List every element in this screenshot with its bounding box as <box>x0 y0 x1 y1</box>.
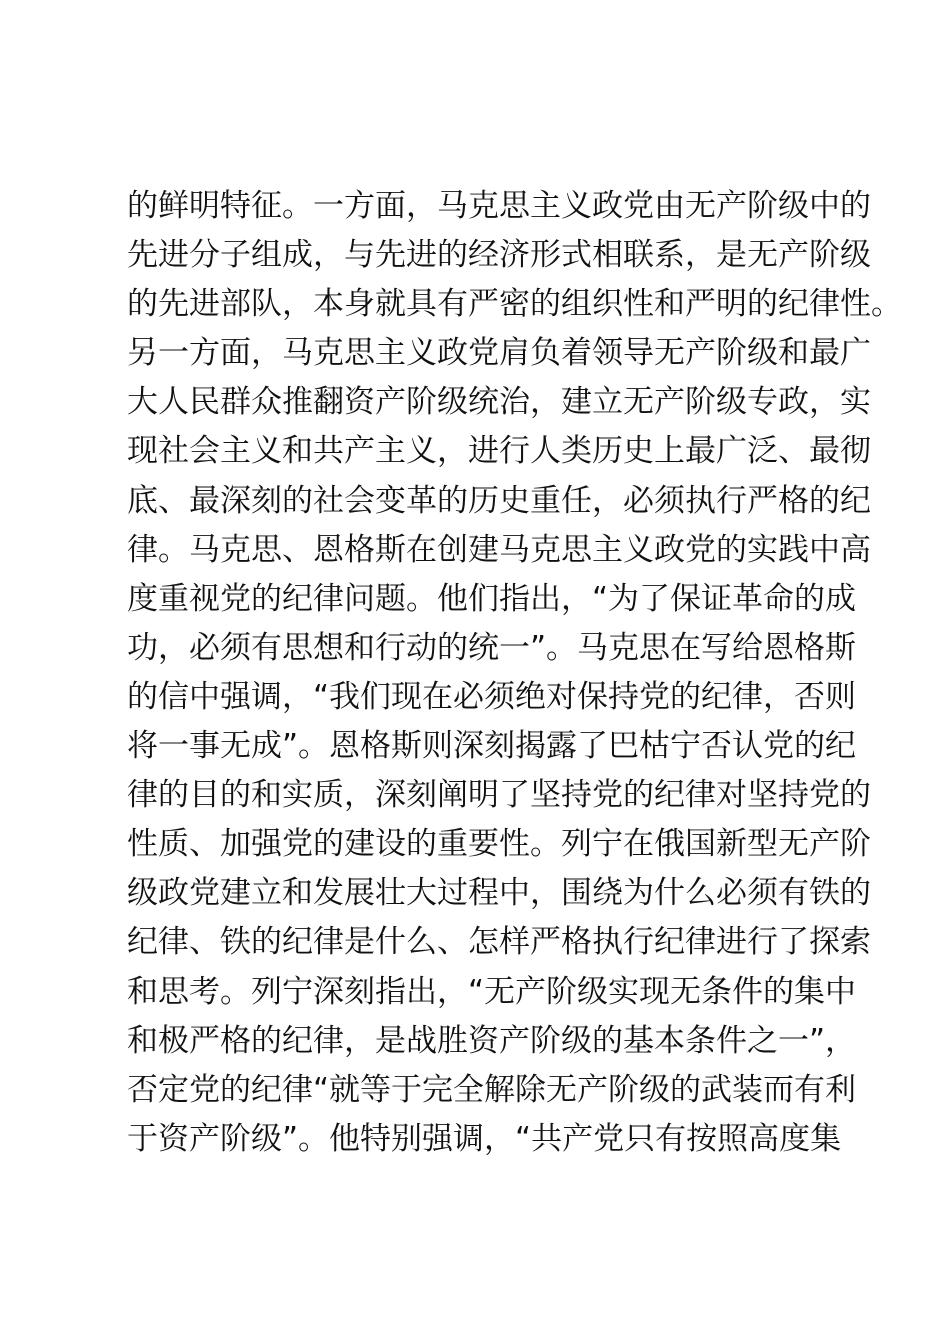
text-line: 和极严格的纪律，是战胜资产阶级的基本条件之一”， <box>127 1022 857 1059</box>
text-line: 先进分子组成，与先进的经济形式相联系，是无产阶级 <box>127 237 871 274</box>
text-line: 的鲜明特征。一方面，马克思主义政党由无产阶级中的 <box>127 188 871 224</box>
text-line: 另一方面，马克思主义政党肩负着领导无产阶级和最广 <box>127 335 871 372</box>
text-line: 度重视党的纪律问题。他们指出，“为了保证革命的成 <box>127 580 857 617</box>
text-line: 的先进部队，本身就具有严密的组织性和严明的纪律性。 <box>127 286 902 323</box>
text-line: 将一事无成”。恩格斯则深刻揭露了巴枯宁否认党的纪 <box>127 728 857 765</box>
text-line: 和思考。列宁深刻指出，“无产阶级实现无条件的集中 <box>127 973 857 1010</box>
text-line: 律的目的和实质，深刻阐明了坚持党的纪律对坚持党的 <box>127 777 871 814</box>
text-line: 大人民群众推翻资产阶级统治，建立无产阶级专政，实 <box>127 384 871 421</box>
text-line: 于资产阶级”。他特别强调，“共产党只有按照高度集 <box>127 1120 842 1157</box>
text-line: 底、最深刻的社会变革的历史重任，必须执行严格的纪 <box>127 482 871 519</box>
text-line: 级政党建立和发展壮大过程中，围绕为什么必须有铁的 <box>127 875 871 912</box>
text-line: 现社会主义和共产主义，进行人类历史上最广泛、最彻 <box>127 433 871 470</box>
text-line: 否定党的纪律“就等于完全解除无产阶级的武装而有利 <box>127 1071 857 1108</box>
text-line: 功，必须有思想和行动的统一”。马克思在写给恩格斯 <box>127 629 857 666</box>
text-line: 纪律、铁的纪律是什么、怎样严格执行纪律进行了探索 <box>127 924 871 961</box>
text-line: 的信中强调，“我们现在必须绝对保持党的纪律，否则 <box>127 678 857 715</box>
text-line: 性质、加强党的建设的重要性。列宁在俄国新型无产阶 <box>127 826 871 863</box>
text-line: 律。马克思、恩格斯在创建马克思主义政党的实践中高 <box>127 531 871 568</box>
body-text <box>127 182 902 1164</box>
